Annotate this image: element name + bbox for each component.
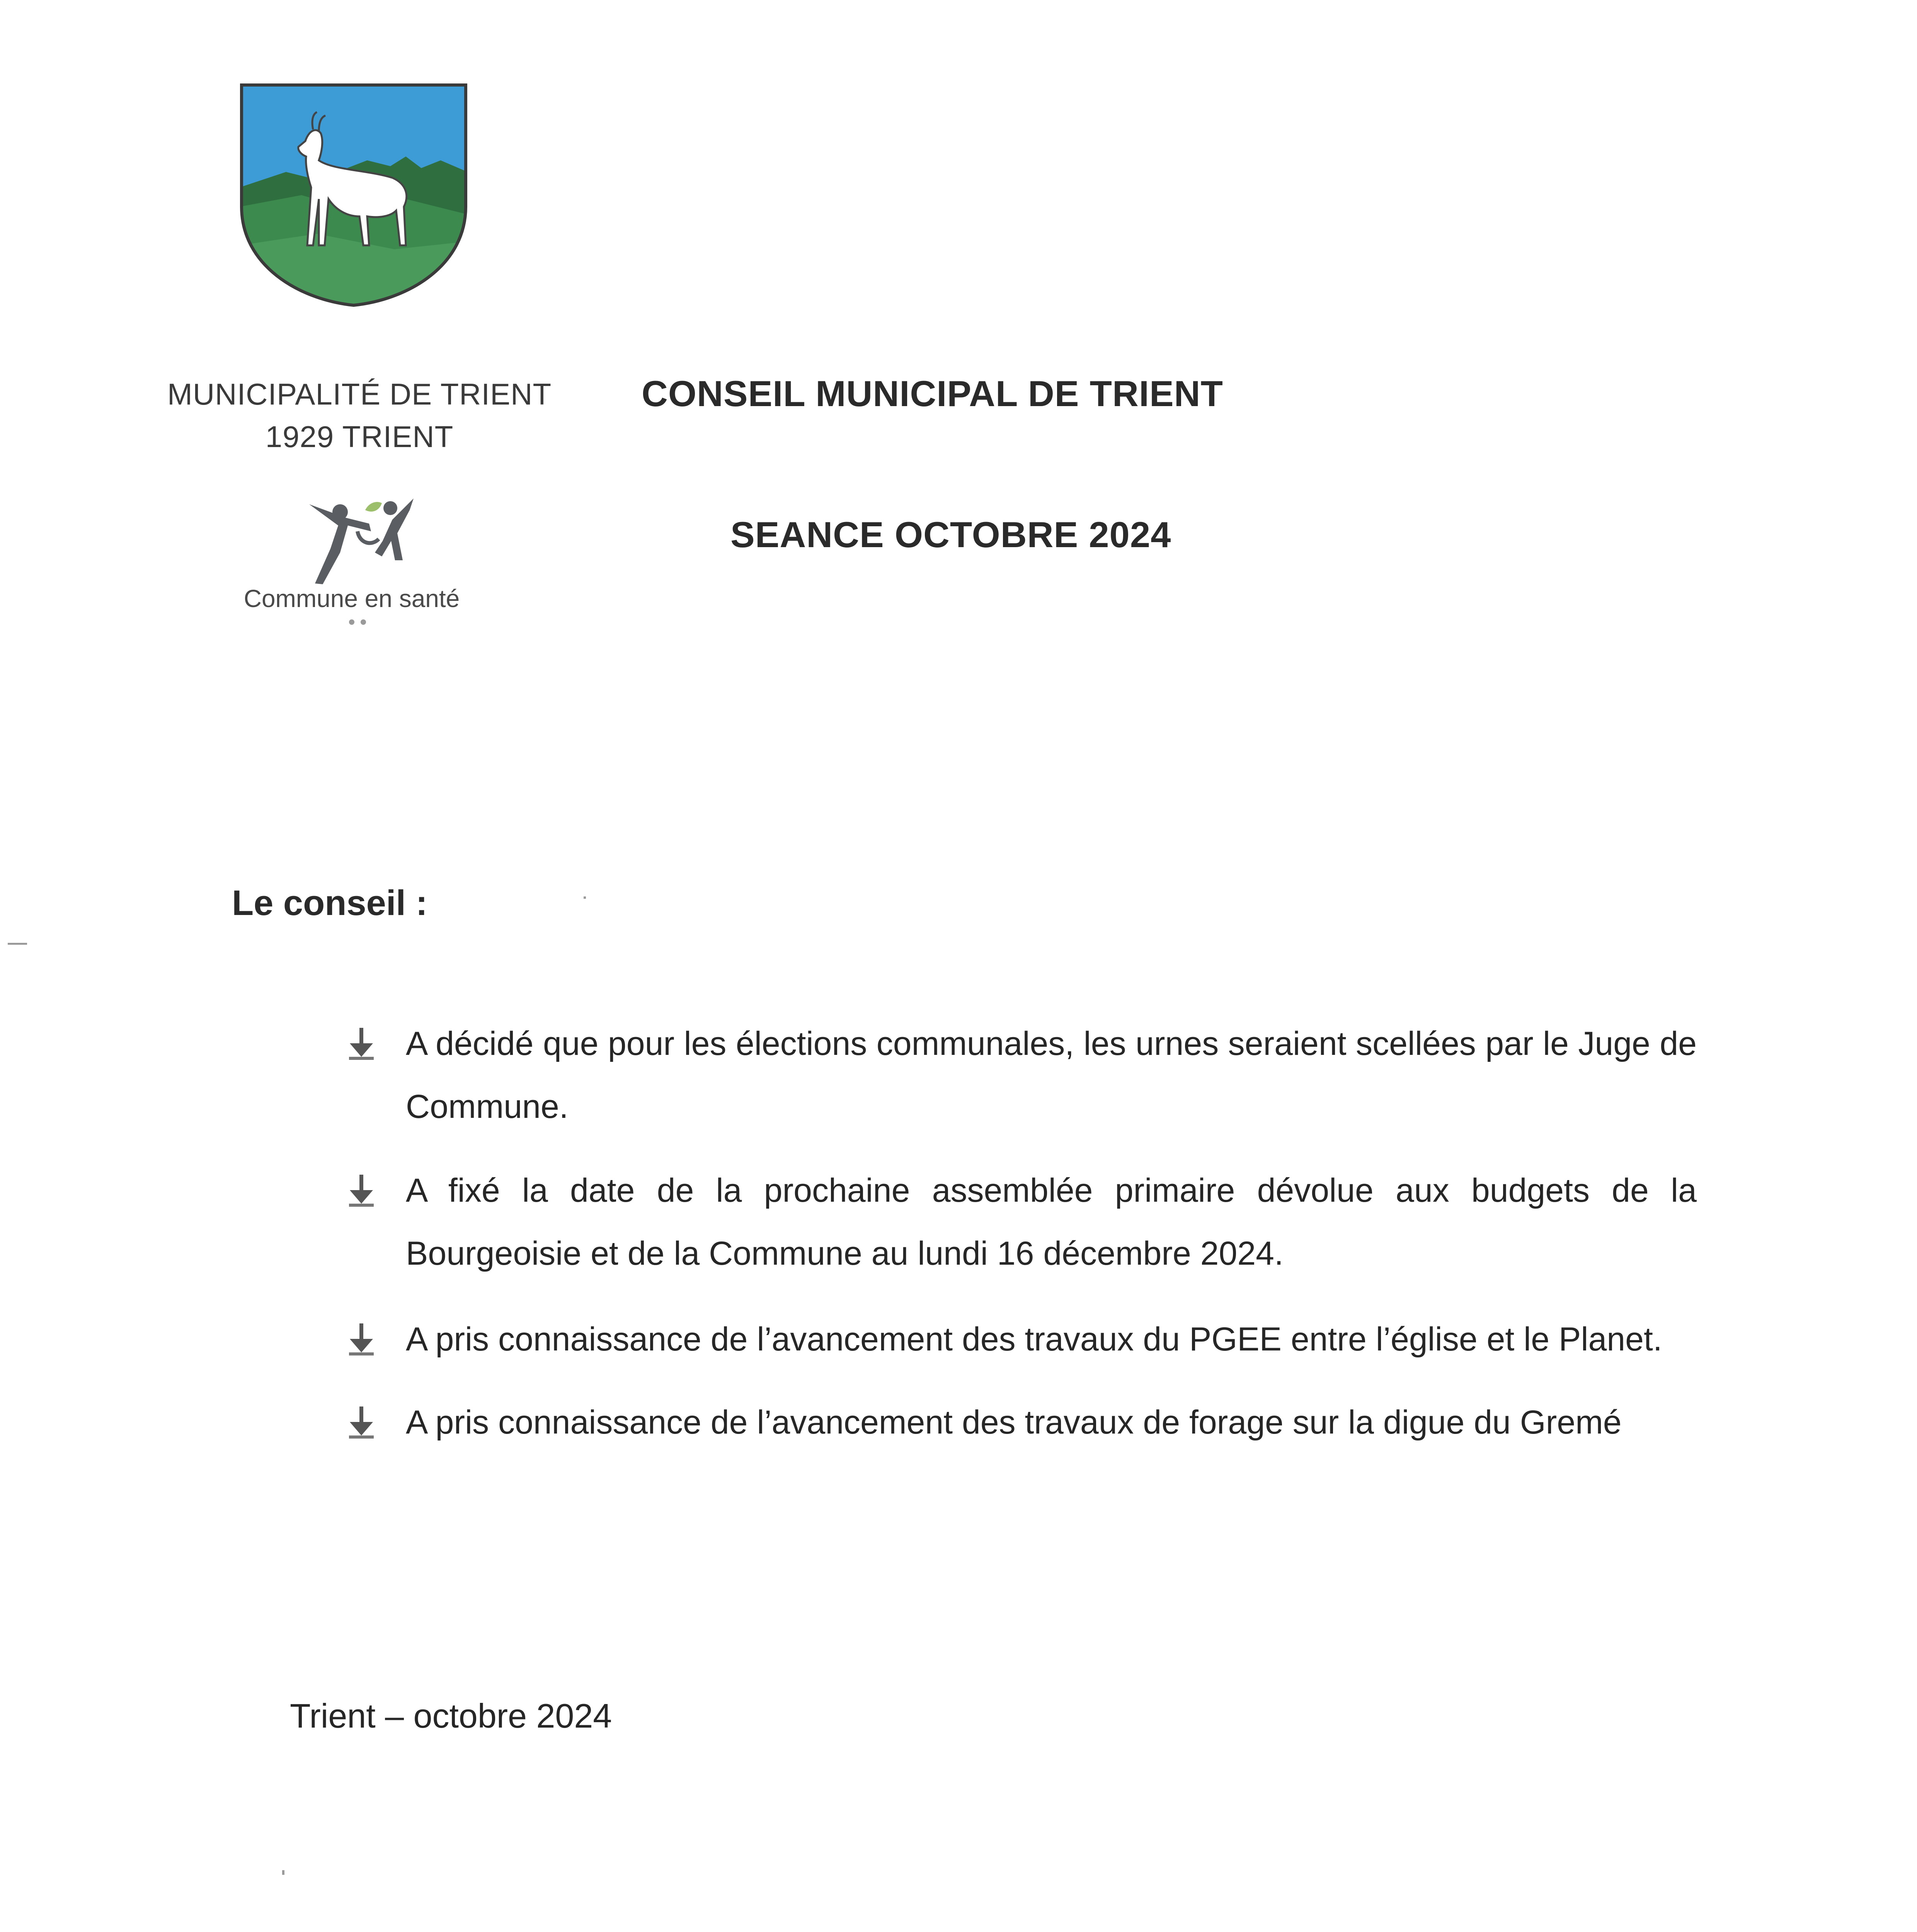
arrow-down-bullet-icon — [346, 1173, 377, 1208]
arrow-down-bullet-icon — [346, 1026, 377, 1061]
place-date: Trient – octobre 2024 — [290, 1697, 612, 1735]
decorative-dots-icon — [346, 618, 369, 626]
arrow-down-bullet-icon — [346, 1321, 377, 1356]
scan-mark — [282, 1870, 284, 1875]
health-logo-label: Commune en santé — [243, 585, 460, 612]
decision-item: A fixé la date de la prochaine assemblée primaire dévolue aux budgets de la Bourgeoisie et de la Commune au lundi 16 décembre 2024. — [406, 1172, 1697, 1272]
decision-item: A pris connaissance de l’avancement des travaux de forage sur la digue du Gremé — [406, 1404, 1622, 1441]
arrow-down-bullet-icon — [346, 1405, 377, 1439]
session-title: SEANCE OCTOBRE 2024 — [730, 514, 1171, 555]
commune-en-sante-figures-icon — [294, 495, 421, 587]
scan-mark — [584, 896, 586, 899]
municipality-postal: 1929 TRIENT — [265, 420, 454, 454]
decision-item: A pris connaissance de l’avancement des travaux du PGEE entre l’église et le Planet. — [406, 1321, 1662, 1358]
council-label: Le conseil : — [232, 883, 428, 923]
scan-mark — [8, 943, 27, 945]
document-title: CONSEIL MUNICIPAL DE TRIENT — [642, 373, 1223, 414]
coat-of-arms-icon — [240, 83, 468, 307]
municipality-name: MUNICIPALITÉ DE TRIENT — [167, 377, 552, 411]
decision-item: A décidé que pour les élections communales, les urnes seraient scellées par le Juge de Commune. — [406, 1025, 1697, 1125]
